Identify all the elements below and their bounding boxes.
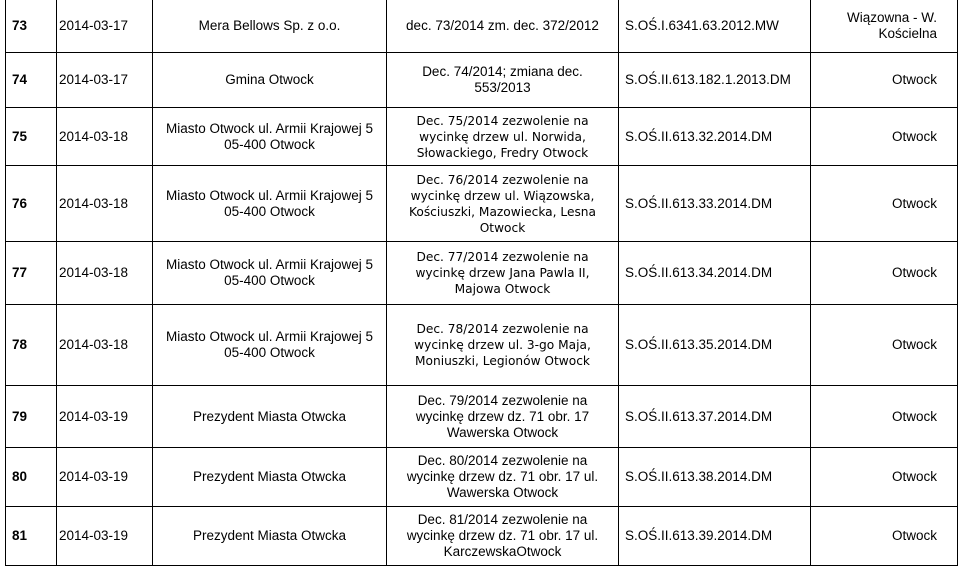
row-applicant: Prezydent Miasta Otwcka [153, 448, 387, 507]
row-number: 77 [6, 242, 57, 305]
register-table [5, 0, 958, 566]
table-row [6, 386, 958, 448]
row-number: 79 [6, 386, 57, 448]
table-row [6, 108, 958, 166]
table-row [6, 448, 958, 507]
row-date: 2014-03-19 [57, 507, 153, 566]
row-date: 2014-03-18 [57, 166, 153, 242]
row-decision: Dec. 77/2014 zezwolenie na wycinkę drzew Jana Pawla II, Majowa Otwock [387, 242, 619, 305]
row-reference-sign: S.OŚ.II.613.38.2014.DM [619, 448, 811, 507]
row-location: Otwock [811, 386, 958, 448]
table-row [6, 305, 958, 386]
row-reference-sign: S.OŚ.II.613.35.2014.DM [619, 305, 811, 386]
row-location: Otwock [811, 53, 958, 108]
row-reference-sign: S.OŚ.II.613.34.2014.DM [619, 242, 811, 305]
row-applicant: Miasto Otwock ul. Armii Krajowej 5 05-400 Otwock [153, 166, 387, 242]
row-number: 76 [6, 166, 57, 242]
row-reference-sign: S.OŚ.II.613.37.2014.DM [619, 386, 811, 448]
row-applicant: Miasto Otwock ul. Armii Krajowej 5 05-400 Otwock [153, 108, 387, 166]
row-decision: Dec. 78/2014 zezwolenie na wycinkę drzew ul. 3-go Maja, Moniuszki, Legionów Otwock [387, 305, 619, 386]
table-row [6, 166, 958, 242]
row-number: 74 [6, 53, 57, 108]
row-applicant: Prezydent Miasta Otwcka [153, 507, 387, 566]
table-row [6, 507, 958, 566]
row-location: Wiązowna - W. Kościelna [811, 0, 958, 53]
table-row [6, 53, 958, 108]
row-location: Otwock [811, 448, 958, 507]
row-decision: dec. 73/2014 zm. dec. 372/2012 [387, 0, 619, 53]
row-date: 2014-03-18 [57, 108, 153, 166]
row-reference-sign: S.OŚ.I.6341.63.2012.MW [619, 0, 811, 53]
row-location: Otwock [811, 166, 958, 242]
row-decision: Dec. 74/2014; zmiana dec. 553/2013 [387, 53, 619, 108]
row-date: 2014-03-17 [57, 53, 153, 108]
row-date: 2014-03-19 [57, 448, 153, 507]
row-number: 81 [6, 507, 57, 566]
table-row [6, 0, 958, 53]
row-number: 73 [6, 0, 57, 53]
row-date: 2014-03-18 [57, 305, 153, 386]
row-applicant: Gmina Otwock [153, 53, 387, 108]
row-decision: Dec. 76/2014 zezwolenie na wycinkę drzew ul. Wiązowska, Kościuszki, Mazowiecka, Lesna Otwock [387, 166, 619, 242]
row-number: 75 [6, 108, 57, 166]
table-row [6, 242, 958, 305]
row-applicant: Miasto Otwock ul. Armii Krajowej 5 05-400 Otwock [153, 305, 387, 386]
row-reference-sign: S.OŚ.II.613.33.2014.DM [619, 166, 811, 242]
row-decision: Dec. 81/2014 zezwolenie na wycinkę drzew dz. 71 obr. 17 ul. KarczewskaOtwock [387, 507, 619, 566]
row-date: 2014-03-17 [57, 0, 153, 53]
row-decision: Dec. 80/2014 zezwolenie na wycinkę drzew dz. 71 obr. 17 ul. Wawerska Otwock [387, 448, 619, 507]
row-applicant: Prezydent Miasta Otwcka [153, 386, 387, 448]
row-applicant: Miasto Otwock ul. Armii Krajowej 5 05-400 Otwock [153, 242, 387, 305]
row-decision: Dec. 75/2014 zezwolenie na wycinkę drzew ul. Norwida, Słowackiego, Fredry Otwock [387, 108, 619, 166]
row-reference-sign: S.OŚ.II.613.32.2014.DM [619, 108, 811, 166]
row-location: Otwock [811, 305, 958, 386]
row-decision: Dec. 79/2014 zezwolenie na wycinkę drzew dz. 71 obr. 17 Wawerska Otwock [387, 386, 619, 448]
row-number: 80 [6, 448, 57, 507]
row-reference-sign: S.OŚ.II.613.182.1.2013.DM [619, 53, 811, 108]
row-location: Otwock [811, 242, 958, 305]
row-location: Otwock [811, 507, 958, 566]
row-date: 2014-03-19 [57, 386, 153, 448]
row-applicant: Mera Bellows Sp. z o.o. [153, 0, 387, 53]
row-number: 78 [6, 305, 57, 386]
row-date: 2014-03-18 [57, 242, 153, 305]
row-location: Otwock [811, 108, 958, 166]
row-reference-sign: S.OŚ.II.613.39.2014.DM [619, 507, 811, 566]
